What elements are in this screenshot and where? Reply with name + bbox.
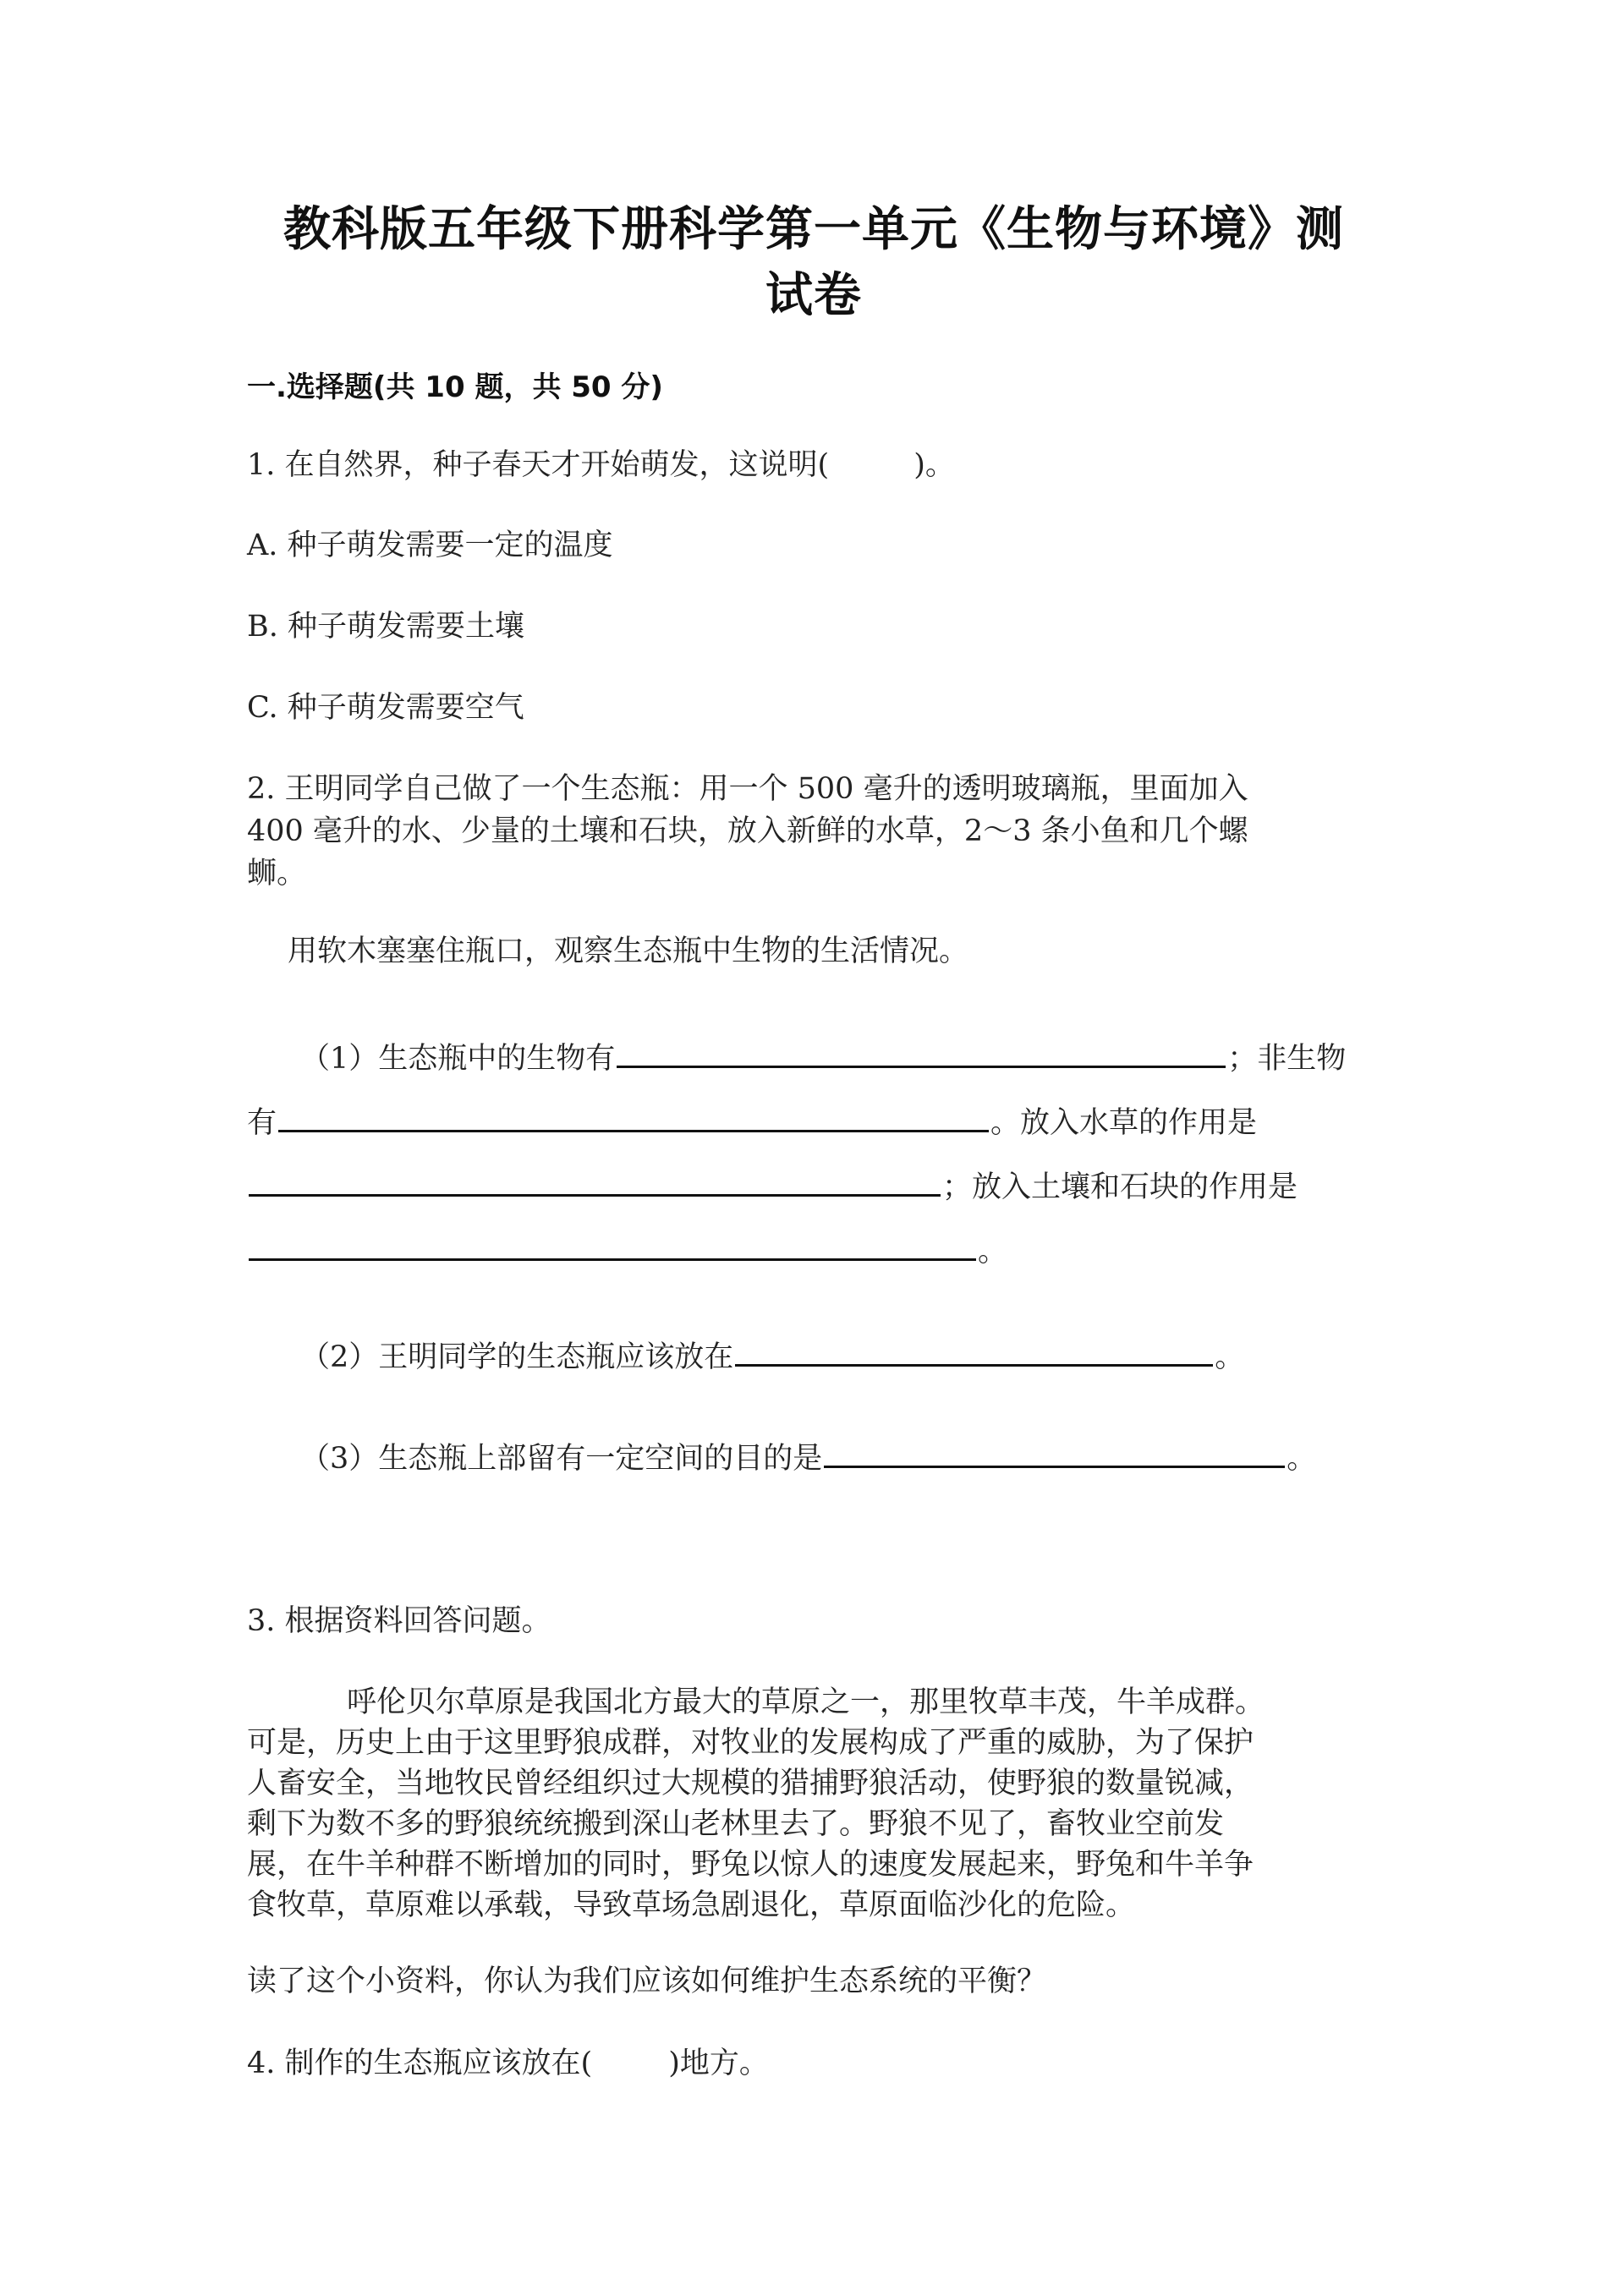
blank-placement[interactable] — [735, 1332, 1213, 1367]
sub-1-waterweed-label: 。放入水草的作用是 — [990, 1106, 1258, 1140]
blank-living-things[interactable] — [617, 1033, 1226, 1068]
question-3-stem: 3. 根据资料回答问题。 — [247, 1604, 551, 1638]
question-3-passage-line-5: 展，在牛羊种群不断增加的同时，野兔以惊人的速度发展起来，野兔和牛羊争 — [247, 1848, 1254, 1882]
sub-2-label: （2）王明同学的生态瓶应该放在 — [300, 1340, 734, 1374]
question-2-stem-line-2: 400 毫升的水、少量的土壤和石块，放入新鲜的水草，2～3 条小鱼和几个螺 — [247, 814, 1248, 848]
sub-3-label: （3）生态瓶上部留有一定空间的目的是 — [300, 1442, 823, 1476]
question-4-stem — [247, 2042, 769, 2085]
question-2-sub-1-line-3 — [247, 1162, 1298, 1208]
sub-3-end-period: 。 — [1287, 1442, 1317, 1476]
sub-1-soil-label: ；放入土壤和石块的作用是 — [942, 1170, 1298, 1204]
question-1-stem-before: 1. 在自然界，种子春天才开始萌发，这说明( — [247, 448, 830, 482]
blank-waterweed-purpose[interactable] — [249, 1162, 941, 1197]
question-3-prompt: 读了这个小资料，你认为我们应该如何维护生态系统的平衡？ — [247, 1964, 1047, 1998]
question-4-stem-after: )地方。 — [668, 2047, 769, 2080]
question-3-passage-line-3: 人畜安全，当地牧民曾经组织过大规模的猎捕野狼活动，使野狼的数量锐减， — [247, 1767, 1254, 1800]
question-4-stem-before: 4. 制作的生态瓶应该放在( — [247, 2047, 593, 2080]
section-heading-multiple-choice: 一.选择题(共 10 题，共 50 分) — [247, 370, 663, 404]
question-2-sub-1-line-1 — [300, 1033, 1346, 1080]
question-2-stem-line-1: 2. 王明同学自己做了一个生态瓶：用一个 500 毫升的透明玻璃瓶，里面加入 — [247, 772, 1248, 806]
question-2-sub-1-line-4 — [247, 1226, 1007, 1273]
question-1-option-b[interactable]: B. 种子萌发需要土壤 — [247, 610, 524, 644]
question-1-option-a[interactable]: A. 种子萌发需要一定的温度 — [247, 529, 613, 562]
sub-1-you-label: 有 — [247, 1106, 277, 1140]
blank-soil-stone-purpose[interactable] — [249, 1226, 976, 1261]
question-3-passage-line-2: 可是，历史上由于这里野狼成群，对牧业的发展构成了严重的威胁，为了保护 — [247, 1726, 1254, 1760]
question-1-option-c[interactable]: C. 种子萌发需要空气 — [247, 691, 524, 725]
question-1-stem — [247, 444, 955, 486]
document-title-line-2: 试卷 — [765, 268, 862, 323]
question-2-sub-3 — [300, 1433, 1316, 1480]
question-2-sub-2 — [300, 1332, 1244, 1378]
question-3-passage-line-1: 呼伦贝尔草原是我国北方最大的草原之一，那里牧草丰茂，牛羊成群。 — [347, 1685, 1265, 1719]
document-title-line-1: 教科版五年级下册科学第一单元《生物与环境》测 — [283, 202, 1344, 257]
blank-top-space-purpose[interactable] — [824, 1433, 1285, 1468]
blank-nonliving-things[interactable] — [278, 1098, 989, 1132]
sub-1-end-period: 。 — [978, 1235, 1008, 1269]
question-3-passage-line-4: 剩下为数不多的野狼统统搬到深山老林里去了。野狼不见了，畜牧业空前发 — [247, 1807, 1225, 1841]
question-1-stem-after: )。 — [914, 448, 955, 482]
question-2-sub-1-line-2 — [247, 1098, 1257, 1144]
sub-1-label: （1）生态瓶中的生物有 — [300, 1042, 616, 1076]
sub-2-end-period: 。 — [1215, 1340, 1245, 1374]
question-2-note: 用软木塞塞住瓶口，观察生态瓶中生物的生活情况。 — [288, 934, 969, 968]
sub-1-nonliving-label: ；非生物 — [1227, 1042, 1347, 1076]
question-3-passage-line-6: 食牧草，草原难以承载，导致草场急剧退化，草原面临沙化的危险。 — [247, 1888, 1136, 1922]
question-2-stem-line-3: 蛳。 — [247, 857, 307, 890]
